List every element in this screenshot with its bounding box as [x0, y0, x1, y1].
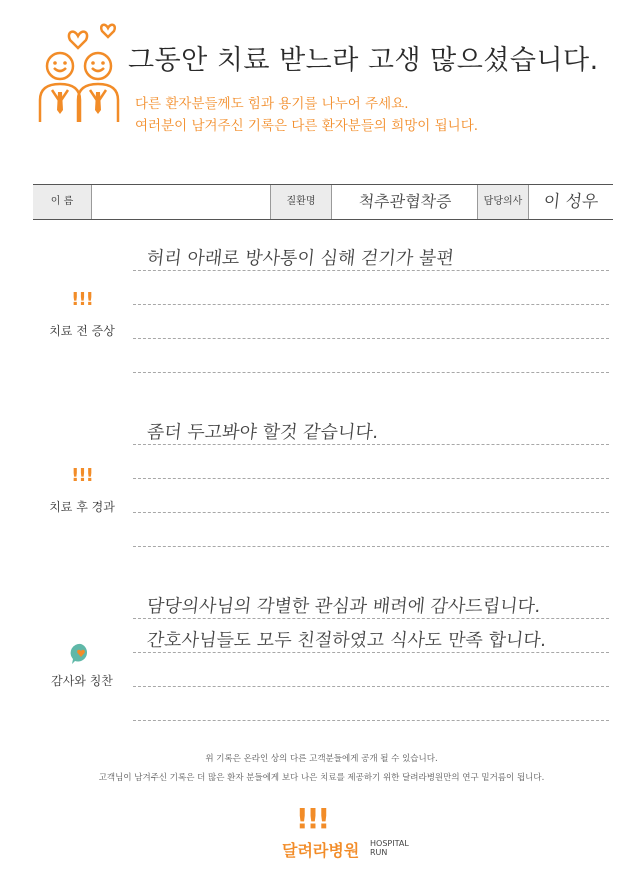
handwritten-before-symptoms[interactable]: 허리 아래로 방사통이 심해 걷기가 불편 [145, 248, 455, 269]
footer-notice-1: 위 기록은 온라인 상의 다른 고객분들에게 공개 될 수 있습니다. [205, 754, 438, 764]
info-row [33, 184, 613, 220]
logo-mark: !!! [295, 802, 329, 835]
subtitle-line-1: 다른 환자분들께도 힘과 용기를 나누어 주세요. [135, 96, 409, 112]
hospital-logo [282, 802, 422, 862]
exclaim-icon: !!! [71, 465, 93, 486]
doctor-field[interactable]: 이 성우 [542, 192, 600, 212]
page-title: 그동안 치료 받느라 고생 많으셨습니다. [128, 45, 599, 76]
section-label-before: 치료 전 증상 [49, 324, 115, 338]
logo-en-2: RUN [370, 848, 388, 857]
couple-illustration [30, 18, 130, 126]
handwritten-thanks-line-2[interactable]: 간호사님들도 모두 친절하였고 식사도 만족 합니다. [145, 630, 548, 651]
logo-en-1: HOSPITAL [370, 839, 409, 848]
heart-bubble-icon [70, 643, 92, 665]
footer-notice-2: 고객님이 남겨주신 기록은 더 많은 환자 분들에게 보다 나은 치료를 제공하기 위한 달려라병원만의 연구 밑거름이 됩니다. [98, 773, 545, 783]
name-label: 이 름 [33, 185, 91, 219]
disease-label: 질환명 [271, 185, 331, 219]
logo-name: 달려라병원 [282, 841, 360, 860]
subtitle-line-2: 여러분이 남겨주신 기록은 다른 환자분들의 희망이 됩니다. [135, 118, 479, 134]
section-label-thanks: 감사와 칭찬 [51, 674, 113, 688]
name-field[interactable] [92, 185, 270, 219]
exclaim-icon: !!! [71, 289, 93, 310]
disease-field[interactable]: 척추관협착증 [357, 192, 453, 211]
doctor-label: 담당의사 [478, 185, 528, 219]
heart-icon [69, 32, 87, 48]
heart-icon [101, 25, 115, 37]
section-label-after: 치료 후 경과 [49, 500, 115, 514]
handwritten-after-progress[interactable]: 좀더 두고봐야 할것 같습니다. [145, 422, 380, 443]
handwritten-thanks-line-1[interactable]: 담당의사님의 각별한 관심과 배려에 감사드립니다. [145, 596, 542, 617]
